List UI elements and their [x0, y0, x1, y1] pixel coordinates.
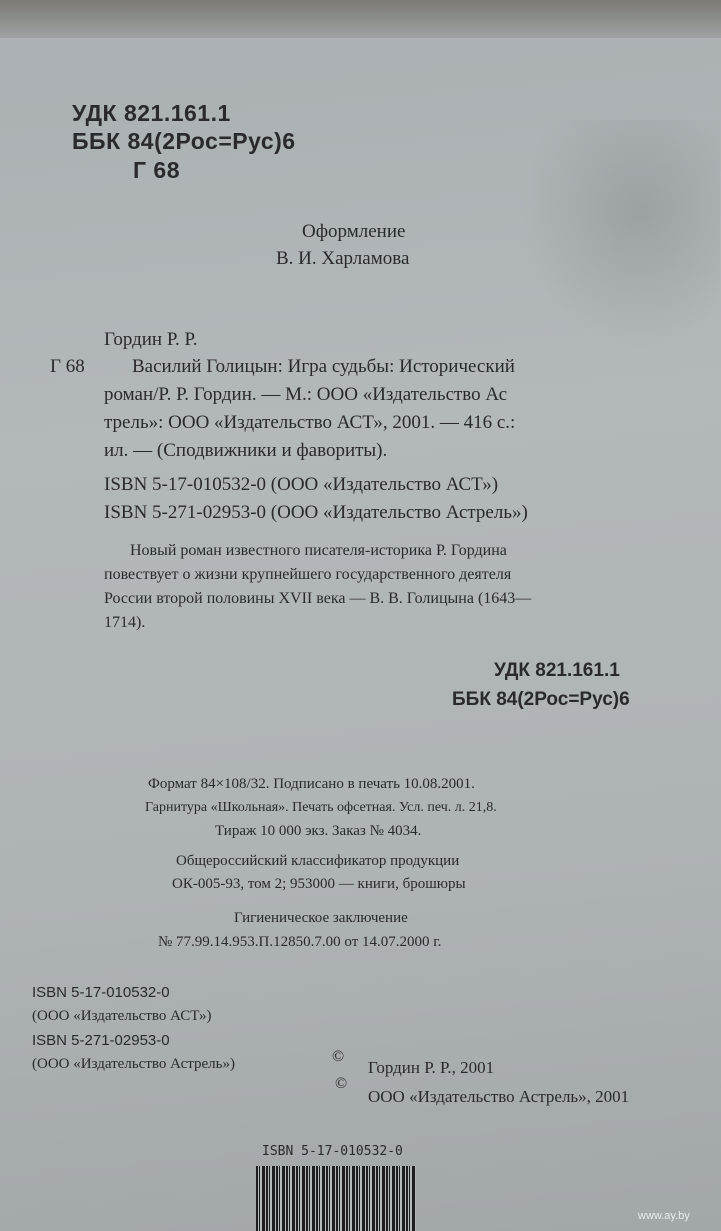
classifier-line: ОК-005-93, том 2; 953000 — книги, брошюры	[172, 876, 466, 892]
imprint-line: Формат 84×108/32. Подписано в печать 10.08.2001.	[148, 776, 475, 792]
bib-author: Гордин Р. Р.	[104, 329, 198, 350]
annotation-line: повествует о жизни крупнейшего государственного деятеля	[104, 566, 512, 583]
annotation-line: Новый роман известного писателя-историка Р. Гордина	[130, 542, 507, 559]
bib-line: ил. — (Сподвижники и фавориты).	[104, 440, 388, 461]
barcode-label: ISBN 5-17-010532-0	[262, 1144, 403, 1159]
bib-line: трель»: ООО «Издательство АСТ», 2001. — 416 с.:	[104, 412, 516, 433]
isbn-barcode	[250, 1144, 420, 1231]
hygiene-line: № 77.99.14.953.П.12850.7.00 от 14.07.2000 г.	[158, 934, 442, 950]
bib-isbn: ISBN 5-271-02953-0 (ООО «Издательство Астрель»)	[104, 502, 528, 523]
bib-isbn: ISBN 5-17-010532-0 (ООО «Издательство АСТ»)	[104, 474, 499, 495]
bib-line: роман/Р. Р. Гордин. — М.: ООО «Издательство Ас	[104, 384, 508, 405]
header-code: Г 68	[133, 157, 181, 183]
copyright-line: ООО «Издательство Астрель», 2001	[368, 1087, 630, 1106]
copyright-icon: ©	[332, 1048, 345, 1065]
footer-isbn-line: (ООО «Издательство АСТ»)	[32, 1008, 212, 1024]
hygiene-line: Гигиеническое заключение	[234, 910, 408, 926]
bib-line: Василий Голицын: Игра судьбы: Исторический	[132, 356, 515, 377]
header-udk: УДК 821.161.1	[72, 100, 231, 126]
imprint-line: Гарнитура «Школьная». Печать офсетная. Усл. печ. л. 21,8.	[145, 800, 497, 815]
annotation-line: России второй половины XVII века — В. В. Голицына (1643—	[104, 590, 532, 607]
footer-isbn-line: ISBN 5-17-010532-0	[32, 984, 170, 1001]
design-label: Оформление	[302, 221, 406, 242]
watermark: www.ay.by	[638, 1210, 690, 1222]
classifier-line: Общероссийский классификатор продукции	[176, 853, 460, 869]
copyright-line: Гордин Р. Р., 2001	[368, 1058, 495, 1077]
footer-isbn-line: ISBN 5-271-02953-0	[32, 1032, 170, 1049]
header-bbk: ББК 84(2Рос=Рус)6	[72, 128, 296, 154]
bib-code: Г 68	[50, 356, 85, 377]
copyright-icon: ©	[335, 1075, 348, 1092]
class-bbk: ББК 84(2Рос=Рус)6	[452, 689, 630, 710]
show-through-print	[520, 120, 720, 350]
footer-isbn-line: (ООО «Издательство Астрель»)	[32, 1056, 235, 1072]
designer-name: В. И. Харламова	[276, 248, 410, 269]
imprint-line: Тираж 10 000 экз. Заказ № 4034.	[215, 823, 422, 839]
barcode-bars	[256, 1166, 416, 1231]
page-shadow	[0, 0, 721, 38]
class-udk: УДК 821.161.1	[494, 660, 620, 681]
annotation-line: 1714).	[104, 614, 146, 631]
